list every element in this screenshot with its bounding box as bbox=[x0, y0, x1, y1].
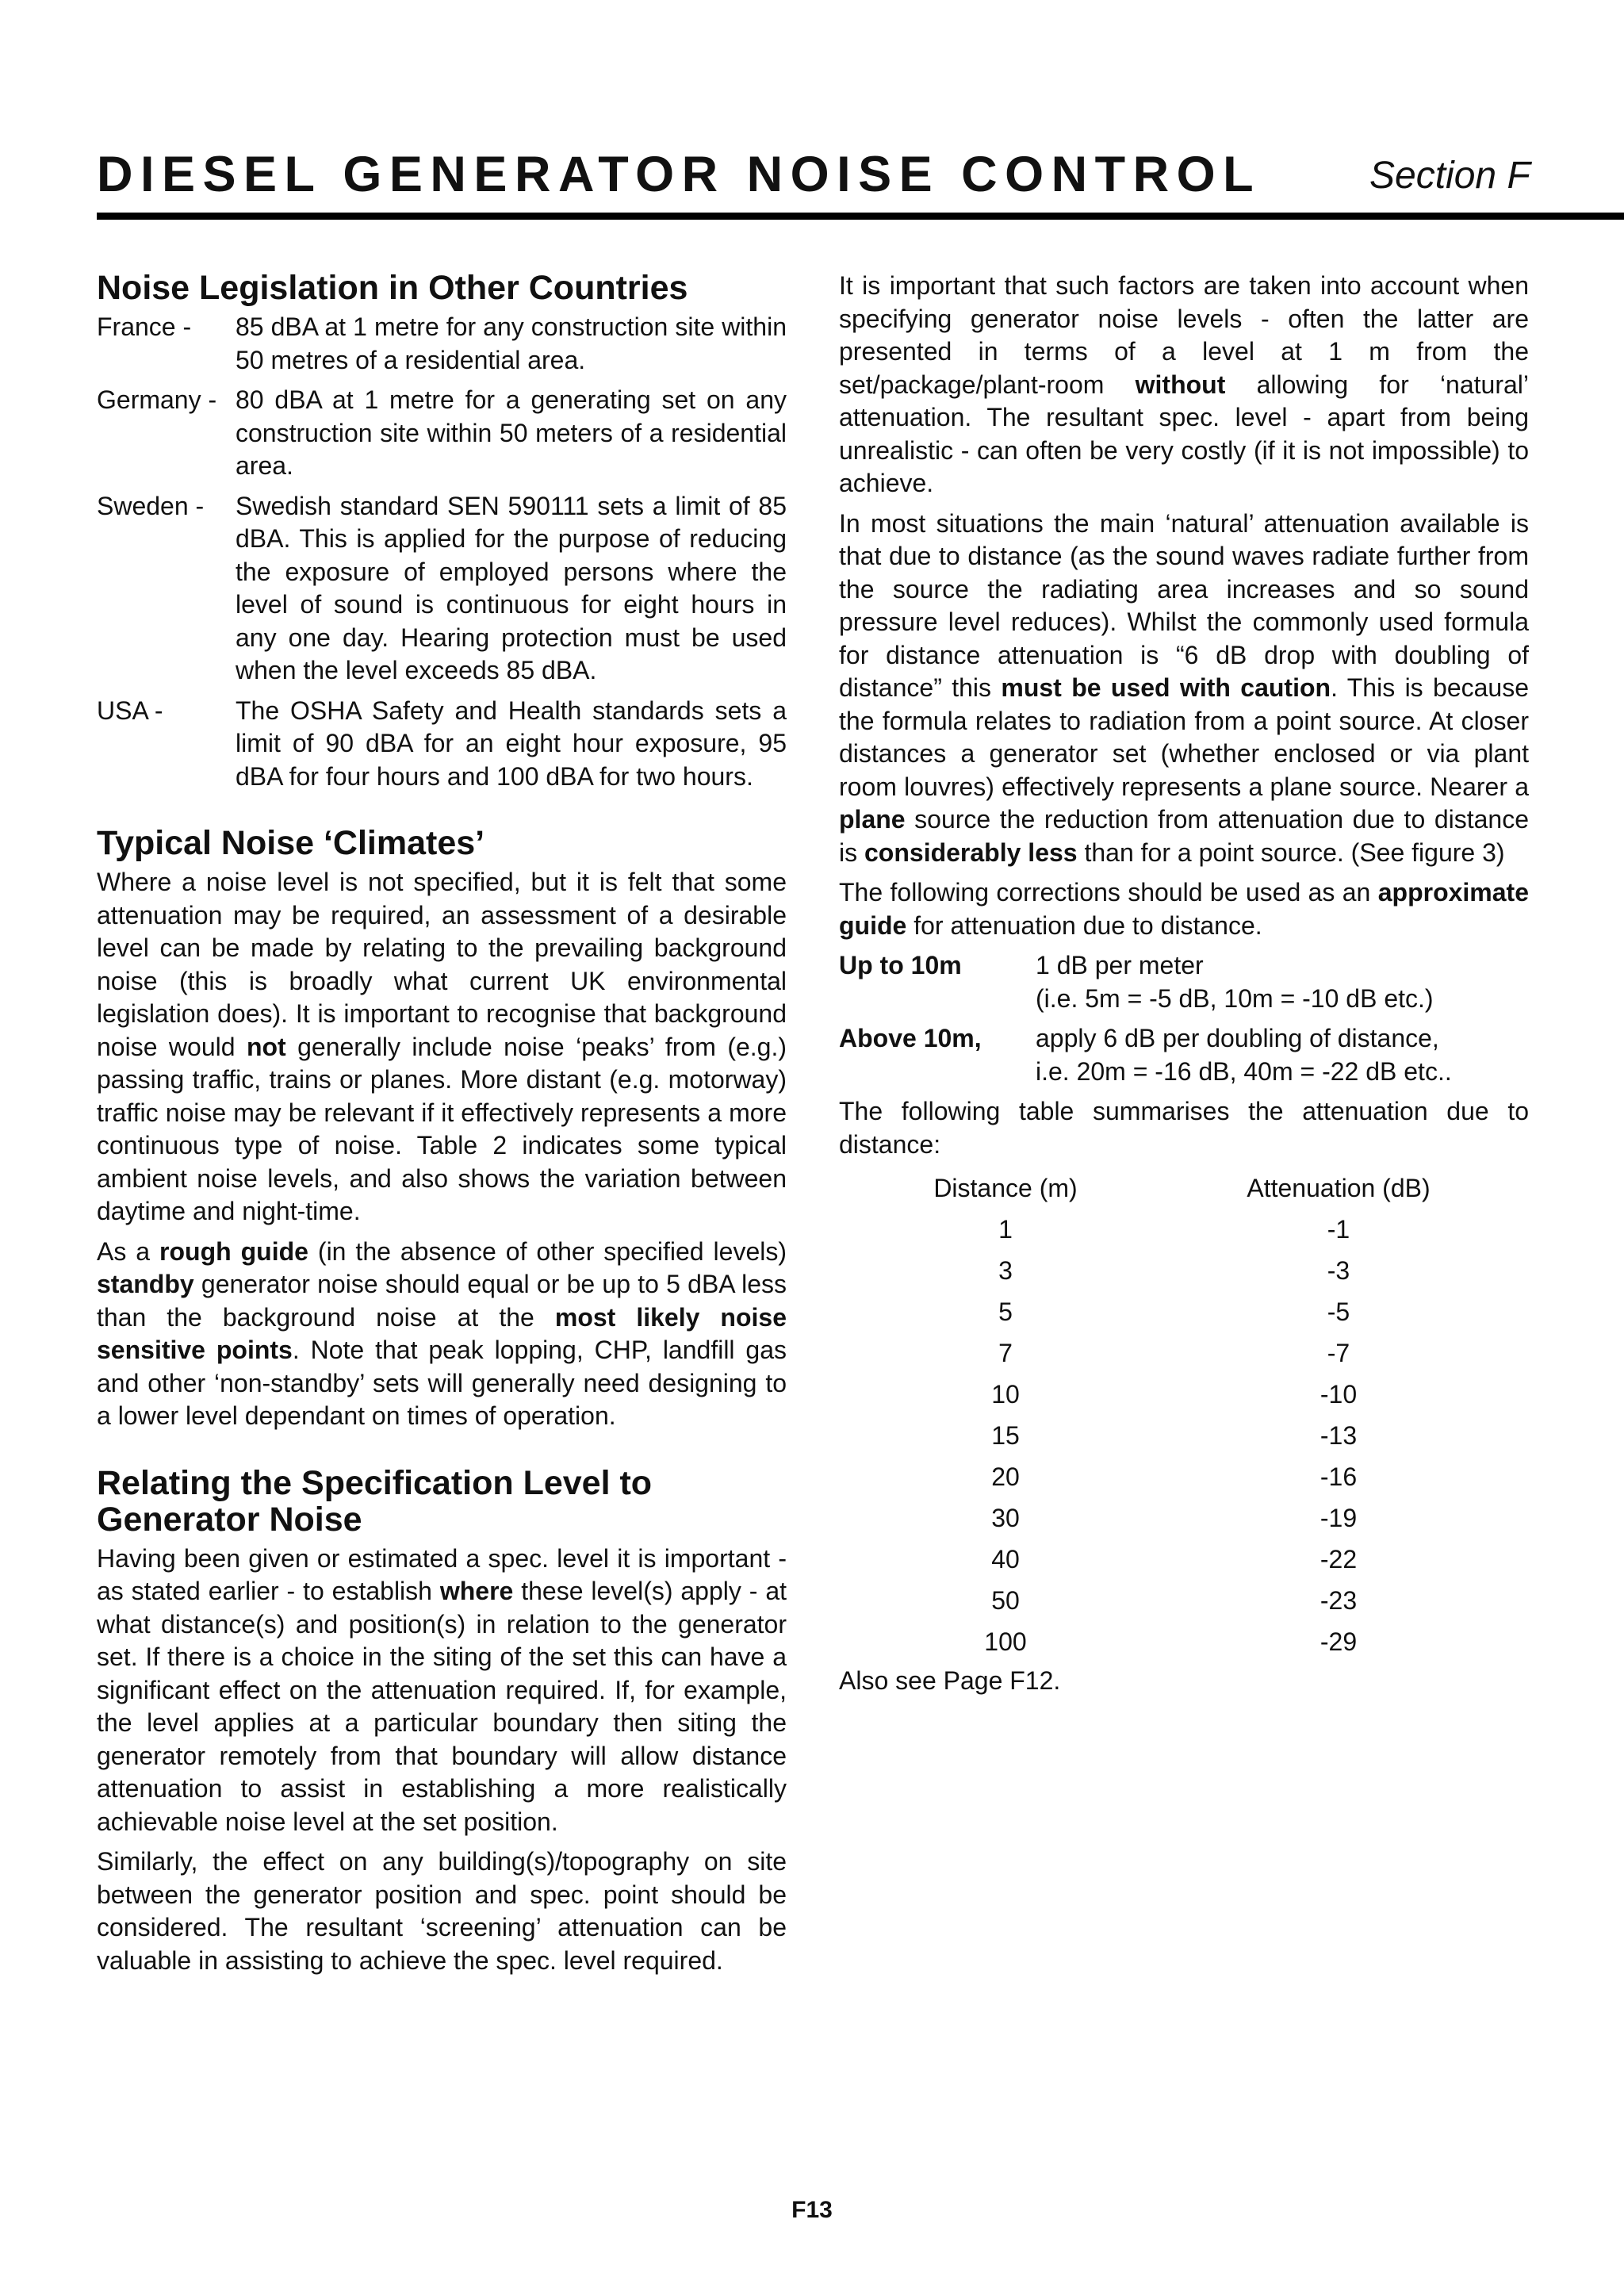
see-also-note: Also see Page F12. bbox=[839, 1666, 1061, 1695]
legislation-heading: Noise Legislation in Other Countries bbox=[97, 269, 688, 307]
attenuation-cell: -19 bbox=[1320, 1504, 1358, 1533]
table-row bbox=[839, 1457, 1505, 1498]
page-header bbox=[97, 141, 1624, 220]
climates-paragraph-1: Where a noise level is not specified, but it is felt that some attenuation may be required, an assessment of a desirable level can be made by relating to the prevailing background noise (this is broadly what current UK environmental legislation does). It is important to recognise that background noise would not generally include noise ‘peaks’ from (e.g.) passing traffic, trains or planes. More distant (e.g. motorway) traffic noise may be relevant if it effectively represents a more continuous type of noise. Table 2 indicates some typical ambient noise levels, and also shows the variation between daytime and night-time. bbox=[97, 868, 787, 1225]
table-row bbox=[839, 1416, 1505, 1457]
relating-heading: Relating the Specification Level to Generator Noise bbox=[97, 1463, 653, 1539]
legislation-entry-germany bbox=[97, 384, 787, 483]
table-row bbox=[839, 1374, 1505, 1416]
column-header-attenuation: Attenuation (dB) bbox=[1247, 1174, 1431, 1203]
table-header-row bbox=[839, 1168, 1505, 1209]
distance-cell: 40 bbox=[991, 1545, 1020, 1574]
header-rule bbox=[97, 213, 1624, 220]
distance-attenuation-paragraph: In most situations the main ‘natural’ attenuation available is that due to distance (as the sound waves radiate further from the source the radiating area increases and so sound pressure level reduces). Whilst the commonly used formula for distance attenuation is “6 dB drop with doubling of distance” this must be used with caution. This is because the formula relates to radiation from a point source. At closer distances a generator set (whether enclosed or via plant room louvres) effectively represents a plane source. Nearer a plane source the reduction from attenuation due to distance is considerably less than for a point source. (See figure 3) bbox=[839, 508, 1530, 867]
legislation-entry-france bbox=[97, 311, 787, 377]
rule-body: apply 6 dB per doubling of distance, i.e. 20m = -16 dB, 40m = -22 dB etc.. bbox=[1036, 1024, 1452, 1086]
legislation-text: The OSHA Safety and Health standards sets a limit of 90 dBA for an eight hour exposure, 95 dBA for four hours and 100 dBA for two hours. bbox=[236, 696, 787, 791]
distance-cell: 50 bbox=[991, 1586, 1020, 1616]
correction-rule-above-10m bbox=[839, 1022, 1529, 1088]
column-header-distance: Distance (m) bbox=[933, 1174, 1078, 1203]
attenuation-cell: -29 bbox=[1320, 1627, 1358, 1657]
legislation-text: Swedish standard SEN 590111 sets a limit of 85 dBA. This is applied for the purpose of reducing the exposure of employed persons where the level of sound is continuous for eight hours in any one day. Hearing protection must be used when the level exceeds 85 dBA. bbox=[236, 491, 787, 684]
country-label: Germany - bbox=[97, 385, 217, 414]
attenuation-cell: -13 bbox=[1320, 1421, 1358, 1451]
attenuation-cell: -7 bbox=[1327, 1339, 1350, 1368]
country-label: Sweden - bbox=[97, 491, 205, 520]
attenuation-cell: -23 bbox=[1320, 1586, 1358, 1616]
distance-cell: 5 bbox=[998, 1297, 1013, 1327]
legislation-text: 80 dBA at 1 metre for a generating set on any construction site within 50 meters of a residential area. bbox=[236, 385, 787, 480]
table-row bbox=[839, 1498, 1505, 1539]
country-label: France - bbox=[97, 312, 192, 341]
table-row bbox=[839, 1539, 1505, 1581]
rule-label: Up to 10m bbox=[839, 951, 962, 979]
country-label: USA - bbox=[97, 696, 163, 725]
section-label: Section F bbox=[1369, 155, 1530, 197]
relating-paragraph-1: Having been given or estimated a spec. level it is important - as stated earlier - to establish where these level(s) apply - at what distance(s) and position(s) in relation to the generator set. If there is a choice in the siting of the set this can have a significant effect on the attenuation required. If, for example, the level applies at a particular boundary then siting the generator remotely from that boundary will allow distance attenuation to assist in establishing a more realistically achievable noise level at the set position. bbox=[97, 1543, 787, 1836]
table-row bbox=[839, 1292, 1505, 1333]
distance-cell: 10 bbox=[991, 1380, 1020, 1409]
climates-heading: Typical Noise ‘Climates’ bbox=[97, 824, 485, 862]
table-row bbox=[839, 1581, 1505, 1622]
relating-paragraph-2: Similarly, the effect on any building(s)/topography on site between the generator position and spec. point should be considered. The resultant ‘screening’ attenuation can be valuable in assisting to achieve the spec. level required. bbox=[97, 1847, 787, 1975]
attenuation-cell: -5 bbox=[1327, 1297, 1350, 1327]
table-row bbox=[839, 1251, 1505, 1292]
table-body bbox=[839, 1209, 1505, 1663]
distance-cell: 7 bbox=[998, 1339, 1013, 1368]
table-row bbox=[839, 1333, 1505, 1374]
table-row bbox=[839, 1209, 1505, 1251]
legislation-entry-sweden bbox=[97, 490, 787, 688]
distance-cell: 30 bbox=[991, 1504, 1020, 1533]
attenuation-table bbox=[839, 1168, 1505, 1663]
attenuation-cell: -16 bbox=[1320, 1462, 1358, 1492]
rule-label: Above 10m, bbox=[839, 1024, 982, 1052]
corrections-paragraph: The following corrections should be used as an approximate guide for attenuation due to distance. bbox=[839, 878, 1529, 940]
table-intro: The following table summarises the attenuation due to distance: bbox=[839, 1097, 1529, 1159]
factors-paragraph: It is important that such factors are taken into account when specifying generator noise levels - often the latter are presented in terms of a level at 1 m from the set/package/plant-room without allowing for ‘natural’ attenuation. The resultant spec. level - apart from being unrealistic - can often be very costly (if it is not impossible) to achieve. bbox=[839, 271, 1530, 497]
attenuation-cell: -1 bbox=[1327, 1215, 1350, 1244]
attenuation-cell: -10 bbox=[1320, 1380, 1358, 1409]
legislation-entry-usa bbox=[97, 695, 787, 794]
rule-body: 1 dB per meter (i.e. 5m = -5 dB, 10m = -10 dB etc.) bbox=[1036, 951, 1434, 1013]
distance-cell: 20 bbox=[991, 1462, 1020, 1492]
attenuation-cell: -22 bbox=[1320, 1545, 1358, 1574]
page-number: F13 bbox=[791, 2197, 833, 2223]
left-column bbox=[97, 270, 787, 1984]
distance-cell: 15 bbox=[991, 1421, 1020, 1451]
distance-cell: 1 bbox=[998, 1215, 1013, 1244]
distance-cell: 3 bbox=[998, 1256, 1013, 1286]
right-column bbox=[839, 270, 1529, 1705]
table-row bbox=[839, 1622, 1505, 1663]
legislation-text: 85 dBA at 1 metre for any construction site within 50 metres of a residential area. bbox=[236, 312, 787, 374]
attenuation-cell: -3 bbox=[1327, 1256, 1350, 1286]
distance-cell: 100 bbox=[984, 1627, 1027, 1657]
document-title: DIESEL GENERATOR NOISE CONTROL bbox=[97, 147, 1262, 202]
climates-paragraph-2: As a rough guide (in the absence of other specified levels) standby generator noise should equal or be up to 5 dBA less than the background noise at the most likely noise sensitive points. Note that peak lopping, CHP, landfill gas and other ‘non-standby’ sets will generally need designing to a lower level dependant on times of operation. bbox=[97, 1236, 787, 1430]
correction-rule-up-to-10m bbox=[839, 949, 1529, 1015]
